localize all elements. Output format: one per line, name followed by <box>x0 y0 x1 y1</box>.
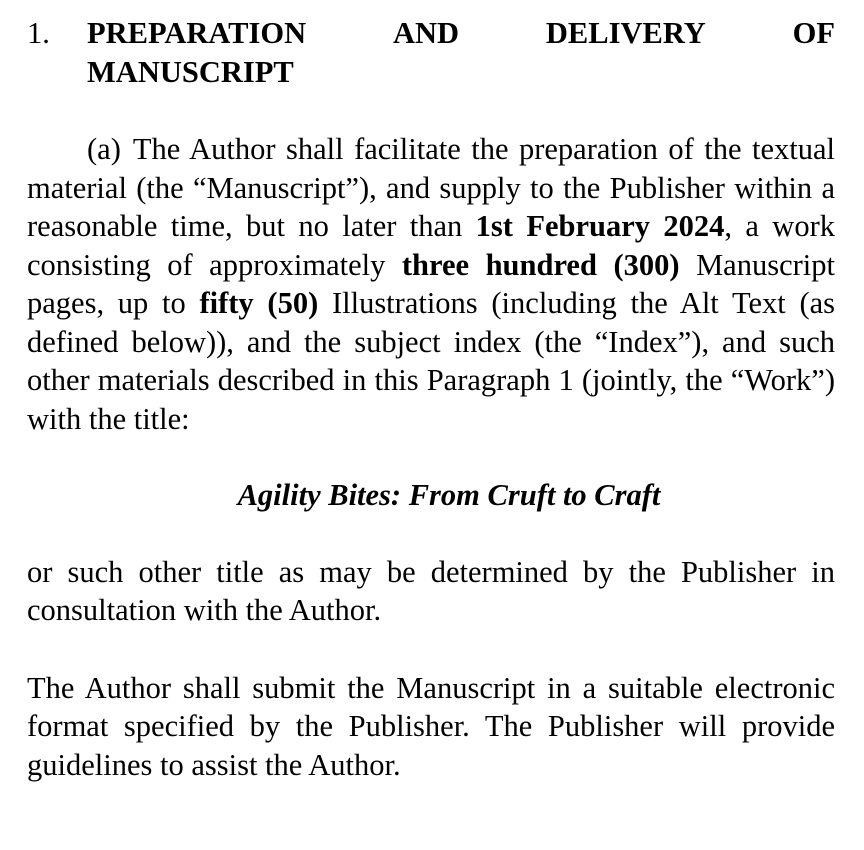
section-number: 1. <box>27 16 50 50</box>
illustration-count: fifty (50) <box>199 286 319 320</box>
section-title-line-1 <box>87 14 835 53</box>
section-heading <box>27 14 835 91</box>
section-title-word: AND <box>392 16 460 50</box>
section-title-word: DELIVERY <box>545 16 706 50</box>
paragraph-a <box>27 130 835 438</box>
contract-page <box>27 14 835 784</box>
title-note-paragraph: or such other title as may be determined by the Publisher in consultation with the Author. <box>27 554 835 627</box>
submission-paragraph: The Author shall submit the Manuscript in a suitable electronic format specified by the Publisher. The Publisher will provide guidelines to assist the Author. <box>27 670 835 782</box>
section-title-word: OF <box>792 16 835 50</box>
section-title-word: PREPARATION <box>87 16 307 50</box>
paragraph-text: Illustrations (including the Alt Text (as defined below)), and the subject index (the “Index”), and such other materials described in this Paragraph 1 (jointly, the “Work”) with the title: <box>27 286 836 436</box>
manuscript-page-count: three hundred (300) <box>401 247 680 282</box>
paragraph-text: , a work consisting of approximately <box>27 209 835 282</box>
paragraph-text: The Author shall facilitate the preparation of the textual material (the “Manuscript”), and supply to the Publisher within a reasonable time, but no later than <box>27 132 835 243</box>
paragraph-label: (a) <box>87 132 121 166</box>
section-title <box>87 14 835 91</box>
section-title-line-2: MANUSCRIPT <box>87 54 294 89</box>
paragraph-text: Manuscript pages, up to <box>27 247 835 320</box>
delivery-deadline: 1st February 2024 <box>475 209 725 243</box>
work-title: Agility Bites: From Cruft to Craft <box>237 478 661 512</box>
